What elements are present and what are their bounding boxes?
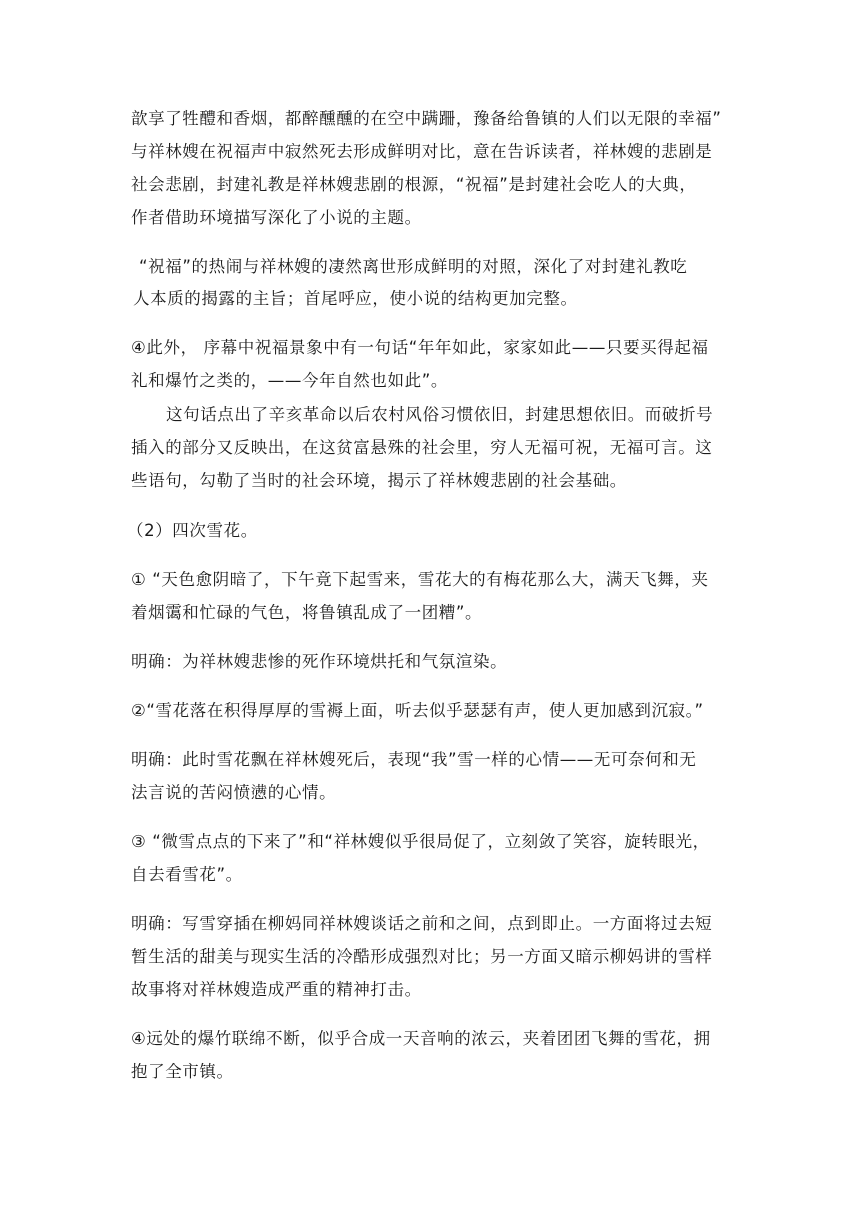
paragraph-12-line-2: 抱了全市镇。 — [131, 1062, 234, 1081]
paragraph-11-line-1: 明确：写雪穿插在柳妈同祥林嫂谈话之前和之间，点到即止。一方面将过去短 — [131, 914, 713, 933]
paragraph-4-line-1: 这句话点出了辛亥革命以后农村风俗习惯依旧，封建思想依旧。而破折号 — [166, 405, 714, 424]
paragraph-10-line-2: 自去看雪花”。 — [131, 865, 243, 884]
paragraph-3-line-1: ④此外， 序幕中祝福景象中有一句话“年年如此，家家如此——只要买得起福 — [131, 338, 709, 357]
paragraph-1-line-1: 歆享了牲醴和香烟，都醉醺醺的在空中蹒跚，豫备给鲁镇的人们以无限的幸福” — [131, 109, 722, 128]
paragraph-11-line-2: 暂生活的甜美与现实生活的冷酷形成强烈对比；另一方面又暗示柳妈讲的雪样 — [131, 947, 713, 966]
section-heading: （2）四次雪花。 — [127, 521, 258, 540]
paragraph-6-line-2: 着烟霭和忙碌的气色，将鲁镇乱成了一团糟”。 — [131, 603, 483, 622]
paragraph-7-line-1: 明确：为祥林嫂悲惨的死作环境烘托和气氛渲染。 — [131, 652, 508, 671]
paragraph-2-line-1: “祝福”的热闹与祥林嫂的凄然离世形成鲜明的对照，深化了对封建礼教吃 — [139, 257, 688, 276]
paragraph-12-line-1: ④远处的爆竹联绵不断，似乎合成一天音响的浓云，夹着团团飞舞的雪花，拥 — [131, 1029, 711, 1048]
paragraph-2-line-2: 人本质的揭露的主旨；首尾呼应，使小说的结构更加完整。 — [133, 289, 578, 308]
paragraph-1-line-4: 作者借助环境描写深化了小说的主题。 — [131, 208, 422, 227]
paragraph-4-line-3: 些语句，勾勒了当时的社会环境，揭示了祥林嫂悲剧的社会基础。 — [131, 471, 627, 490]
paragraph-1-line-2: 与祥林嫂在祝福声中寂然死去形成鲜明对比，意在告诉读者，祥林嫂的悲剧是 — [131, 142, 713, 161]
paragraph-10-line-1: ③ “微雪点点的下来了”和“祥林嫂似乎很局促了，立刻敛了笑容，旋转眼光， — [131, 832, 710, 851]
paragraph-3-line-2: 礼和爆竹之类的，——今年自然也如此”。 — [131, 371, 448, 390]
paragraph-9-line-1: 明确：此时雪花飘在祥林嫂死后，表现“我”雪一样的心情——无可奈何和无 — [131, 750, 697, 769]
paragraph-11-line-3: 故事将对祥林嫂造成严重的精神打击。 — [131, 980, 422, 999]
paragraph-8-line-1: ②“雪花落在积得厚厚的雪褥上面，听去似乎瑟瑟有声，使人更加感到沉寂。” — [131, 701, 704, 720]
paragraph-4-line-2: 插入的部分又反映出，在这贫富悬殊的社会里，穷人无福可祝，无福可言。这 — [131, 438, 713, 457]
paragraph-1-line-3: 社会悲剧，封建礼教是祥林嫂悲剧的根源，“祝福”是封建社会吃人的大典， — [131, 175, 697, 194]
paragraph-9-line-2: 法言说的苦闷愤懑的心情。 — [131, 783, 337, 802]
paragraph-6-line-1: ① “天色愈阴暗了，下午竟下起雪来，雪花大的有梅花那么大，满天飞舞，夹 — [131, 570, 709, 589]
